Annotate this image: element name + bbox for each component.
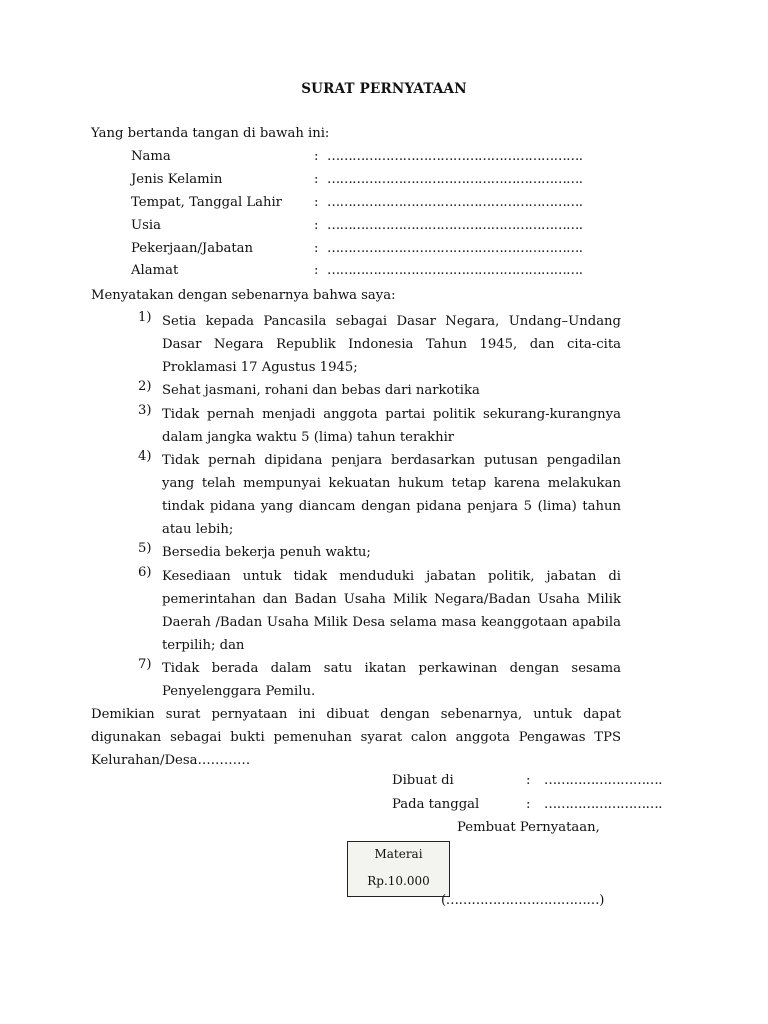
field-label: Alamat	[131, 263, 179, 278]
list-item-text: Tidak berada dalam satu ikatan perkawinan dengan sesama Penyelenggara Pemilu.	[162, 661, 621, 700]
intro-text: Yang bertanda tangan di bawah ini:	[91, 126, 330, 141]
field-blank: …………………………………………………….	[327, 195, 583, 210]
list-item-number: 5)	[138, 541, 152, 556]
list-item-text: Tidak pernah menjadi anggota partai politik sekurang-kurangnya dalam jangka waktu 5 (lima) tahun terakhir	[162, 407, 621, 446]
field-label: Tempat, Tanggal Lahir	[131, 195, 282, 210]
field-blank: …………………………………………………….	[327, 263, 583, 278]
field-colon: :	[314, 218, 319, 233]
field-jenis-kelamin	[131, 172, 651, 192]
closing-paragraph: Demikian surat pernyataan ini dibuat dengan sebenarnya, untuk dapat digunakan sebagai bukti pemenuhan syarat calon anggota Pengawas TPS Kelurahan/Desa…………	[91, 707, 621, 769]
field-label: Pekerjaan/Jabatan	[131, 241, 254, 256]
field-colon: :	[314, 149, 319, 164]
statement-intro: Menyatakan dengan sebenarnya bahwa saya:	[91, 288, 396, 303]
field-colon: :	[314, 263, 319, 278]
list-item-text: Kesediaan untuk tidak menduduki jabatan politik, jabatan di pemerintahan dan Badan Usaha Milik Negara/Badan Usaha Milik Daerah /Badan Usaha Milik Desa selama masa keanggotaan apabila terpilih; dan	[162, 569, 621, 654]
list-item-text: Sehat jasmani, rohani dan bebas dari narkotika	[162, 383, 480, 398]
field-alamat	[131, 263, 651, 283]
list-item-number: 4)	[138, 449, 152, 464]
field-blank: …………………………………………………….	[327, 172, 583, 187]
field-colon: :	[314, 241, 319, 256]
list-item-number: 7)	[138, 657, 152, 672]
field-pekerjaan-jabatan	[131, 241, 651, 261]
field-label: Usia	[131, 218, 161, 233]
field-blank: …………………………………………………….	[327, 149, 583, 164]
stamp-label: Materai	[374, 847, 423, 861]
list-item-text: Bersedia bekerja penuh waktu;	[162, 545, 371, 560]
signature-place-blank: ……………………….	[544, 773, 662, 788]
document-title: SURAT PERNYATAAN	[301, 81, 467, 97]
signature-name-line: (………………………………)	[441, 893, 604, 908]
list-item-number: 6)	[138, 565, 152, 580]
signature-date-blank: ……………………….	[544, 797, 662, 812]
field-blank: …………………………………………………….	[327, 241, 583, 256]
list-item-number: 3)	[138, 403, 152, 418]
signature-place-colon: :	[526, 773, 531, 788]
signature-date-colon: :	[526, 797, 531, 812]
field-label: Nama	[131, 149, 171, 164]
field-usia	[131, 218, 651, 238]
stamp-value: Rp.10.000	[367, 874, 430, 888]
signature-place-label: Dibuat di	[392, 773, 454, 788]
signature-date-label: Pada tanggal	[392, 797, 480, 812]
list-item-text: Tidak pernah dipidana penjara berdasarkan putusan pengadilan yang telah mempunyai kekuatan hukum tetap karena melakukan tindak pidana yang diancam dengan pidana penjara 5 (lima) tahun atau lebih;	[162, 453, 621, 538]
stamp-box	[347, 841, 450, 897]
signature-date-row	[392, 797, 682, 817]
signature-place-row	[392, 773, 682, 793]
field-colon: :	[314, 195, 319, 210]
field-tempat-tanggal-lahir	[131, 195, 651, 215]
list-item-number: 2)	[138, 379, 152, 394]
field-blank: …………………………………………………….	[327, 218, 583, 233]
list-item-text: Setia kepada Pancasila sebagai Dasar Negara, Undang–Undang Dasar Negara Republik Indonesia Tahun 1945, dan cita-cita Proklamasi 17 Agustus 1945;	[162, 314, 621, 376]
field-nama	[131, 149, 651, 169]
list-item-number: 1)	[138, 310, 152, 325]
field-colon: :	[314, 172, 319, 187]
field-label: Jenis Kelamin	[131, 172, 223, 187]
signature-maker-label: Pembuat Pernyataan,	[457, 820, 600, 835]
